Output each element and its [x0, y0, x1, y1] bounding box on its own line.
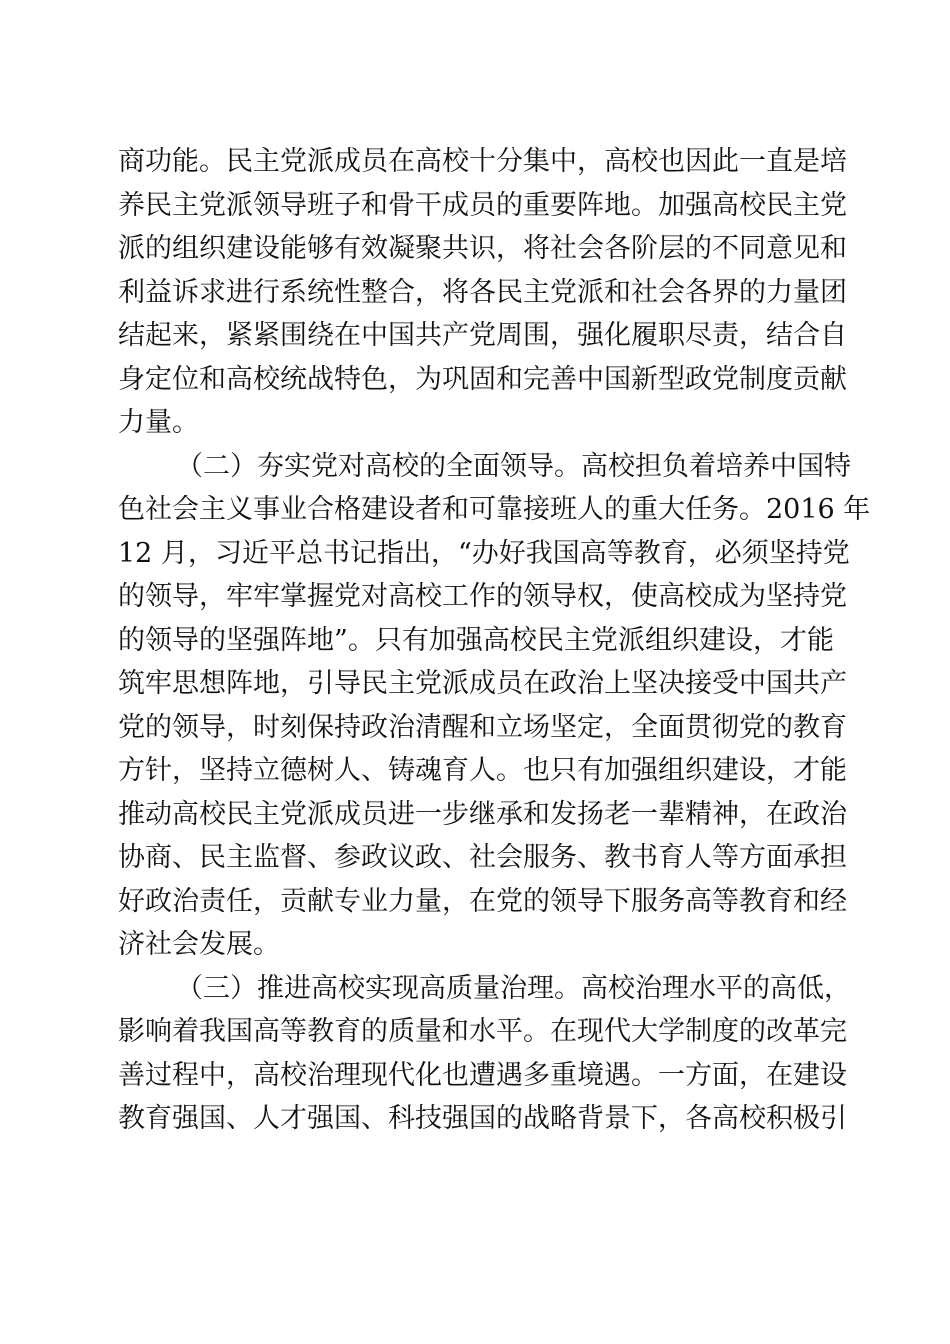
text-line: 养民主党派领导班子和骨干成员的重要阵地。加强高校民主党	[118, 189, 847, 221]
paragraph	[118, 445, 871, 967]
paragraph	[118, 967, 851, 1141]
paragraph	[118, 140, 847, 445]
text-line: 派的组织建设能够有效凝聚共识，将社会各阶层的不同意见和	[118, 233, 847, 264]
text-line: 济社会发展。	[118, 929, 280, 960]
text-line: 方针，坚持立德树人、铸魂育人。也只有加强组织建设，才能	[118, 755, 847, 786]
text-line: 好政治责任，贡献专业力量，在党的领导下服务高等教育和经	[118, 885, 847, 917]
text-line: 党的领导，时刻保持政治清醒和立场坚定，全面贯彻党的教育	[118, 711, 847, 743]
text-line: 善过程中，高校治理现代化也遭遇多重境遇。一方面，在建设	[118, 1059, 847, 1091]
body-text	[118, 140, 871, 1141]
text-line: 的领导，牢牢掌握党对高校工作的领导权，使高校成为坚持党	[118, 581, 847, 612]
text-line: 协商、民主监督、参政议政、社会服务、教书育人等方面承担	[118, 842, 847, 873]
text-line: 利益诉求进行系统性整合，将各民主党派和社会各界的力量团	[118, 276, 847, 308]
text-line: 影响着我国高等教育的质量和水平。在现代大学制度的改革完	[118, 1016, 847, 1047]
text-line: 商功能。民主党派成员在高校十分集中，高校也因此一直是培	[118, 146, 847, 177]
text-line: 结起来，紧紧围绕在中国共产党周围，强化履职尽责，结合自	[118, 320, 847, 351]
text-line: 教育强国、人才强国、科技强国的战略背景下，各高校积极引	[118, 1103, 847, 1134]
text-line: 的领导的坚强阵地”。只有加强高校民主党派组织建设，才能	[118, 624, 834, 656]
text-line: （三）推进高校实现高质量治理。高校治理水平的高低，	[176, 972, 851, 1004]
text-line: 12 月，习近平总书记指出，“办好我国高等教育，必须坚持党	[118, 537, 850, 569]
text-line: 筑牢思想阵地，引导民主党派成员在政治上坚决接受中国共产	[118, 668, 847, 699]
text-line: 推动高校民主党派成员进一步继承和发扬老一辈精神，在政治	[118, 798, 847, 830]
text-line: （二）夯实党对高校的全面领导。高校担负着培养中国特	[176, 450, 851, 482]
text-line: 力量。	[118, 407, 199, 438]
text-line: 色社会主义事业合格建设者和可靠接班人的重大任务。2016 年	[118, 494, 871, 525]
text-line: 身定位和高校统战特色，为巩固和完善中国新型政党制度贡献	[118, 363, 847, 395]
